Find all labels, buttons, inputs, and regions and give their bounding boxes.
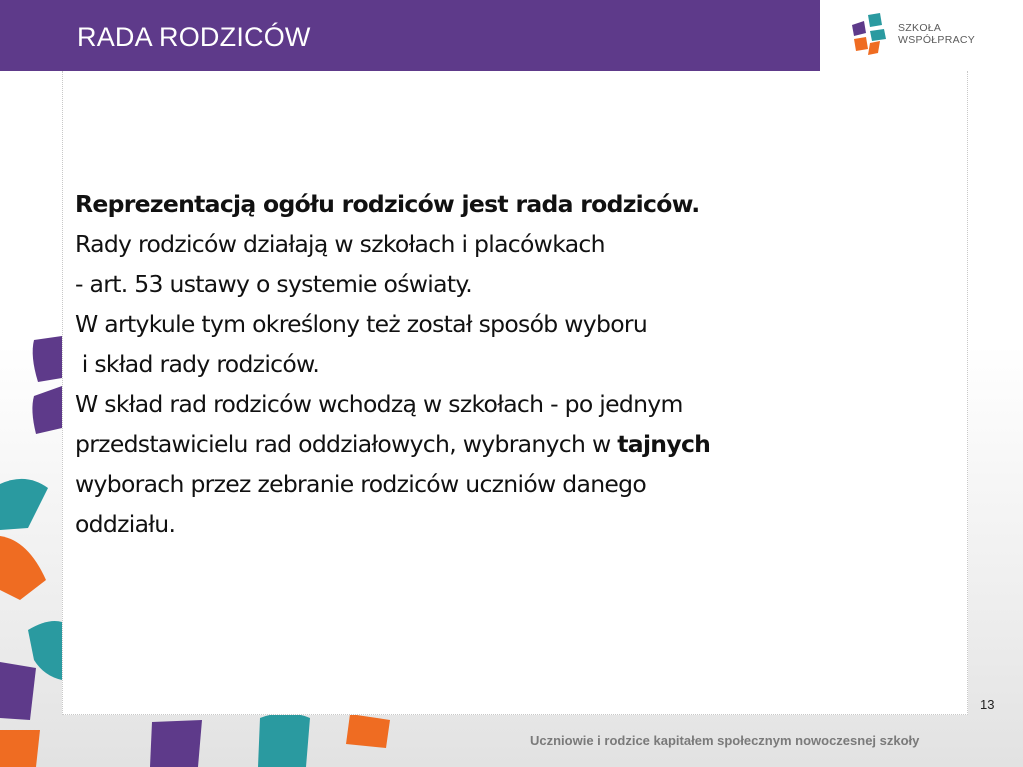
emphasized-word: tajnych: [617, 430, 711, 458]
lead-sentence: Reprezentacją ogółu rodziców jest rada rodziców.: [75, 190, 700, 218]
logo-area: [820, 0, 1023, 71]
logo-text: [898, 22, 975, 46]
logo-line-2: WSPÓŁPRACY: [898, 34, 976, 46]
text-line: [75, 424, 955, 464]
footer-slogan: Uczniowie i rodzice kapitałem społecznym nowoczesnej szkoły: [530, 733, 920, 748]
slide-title: RADA RODZICÓW: [77, 22, 311, 52]
text-line: i skład rady rodziców.: [75, 350, 320, 378]
body-text: [75, 184, 955, 544]
text-line: oddziału.: [75, 510, 176, 538]
page-number: 13: [980, 697, 995, 712]
content-box: [62, 71, 968, 715]
text-line: Rady rodziców działają w szkołach i placówkach: [75, 230, 605, 258]
text-line: W artykule tym określony też został sposób wyboru: [75, 310, 648, 338]
left-decoration: [0, 300, 70, 767]
text-line: - art. 53 ustawy o systemie oświaty.: [75, 270, 472, 298]
title-bar: [0, 0, 820, 71]
text-fragment: przedstawicielu rad oddziałowych, wybranych w: [75, 430, 618, 458]
text-line: wyborach przez zebranie rodziców uczniów danego: [75, 470, 647, 498]
logo-line-1: SZKOŁA: [898, 22, 942, 34]
text-line: W skład rad rodziców wchodzą w szkołach - po jednym: [75, 390, 683, 418]
school-logo-icon: [848, 11, 890, 57]
